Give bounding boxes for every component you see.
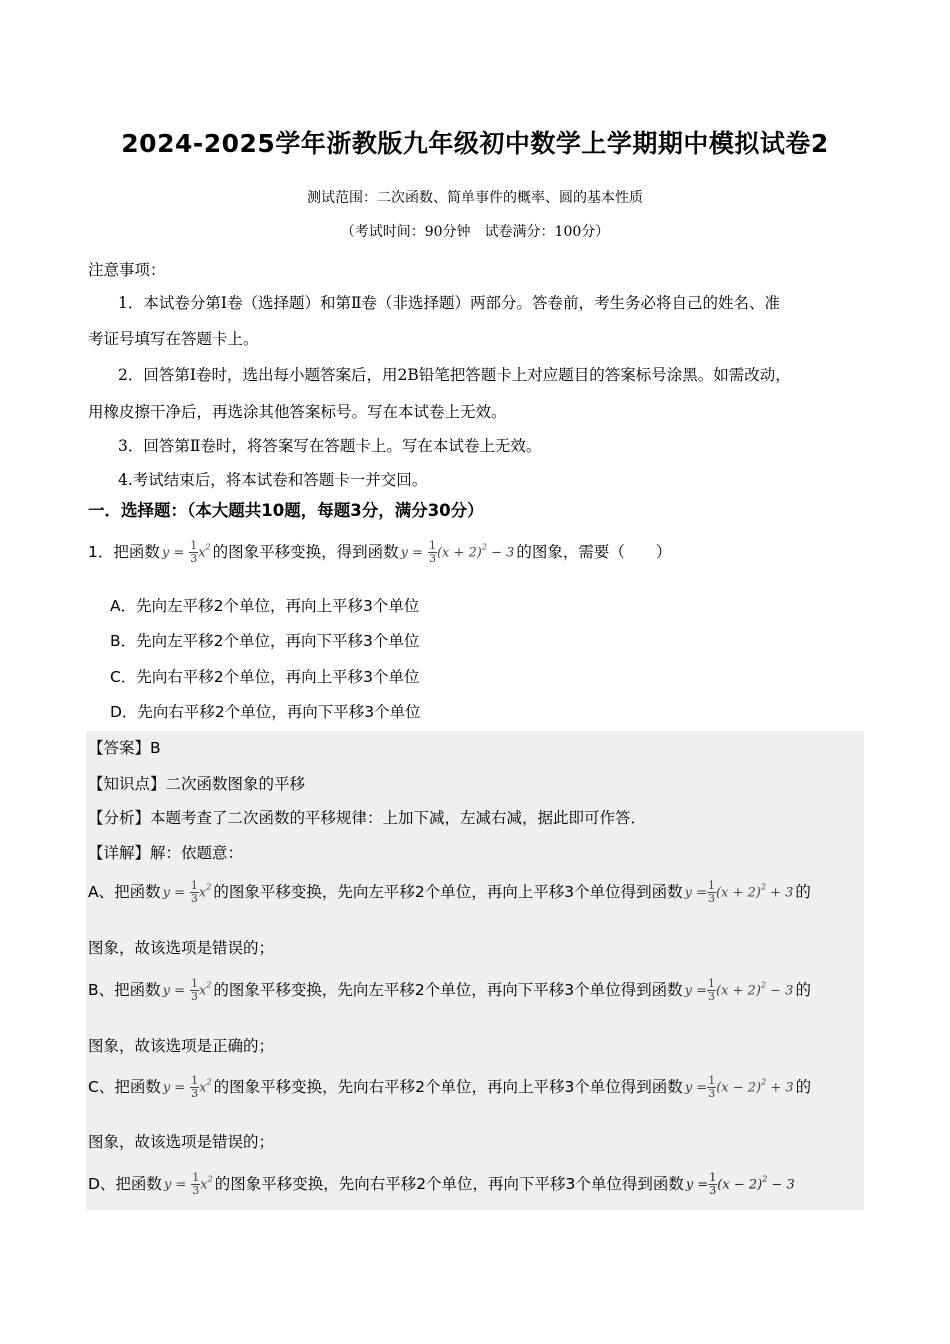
notice-item-1: 1．本试卷分第Ⅰ卷（选择题）和第Ⅱ卷（非选择题）两部分。答卷前，考生务必将自己的姓名、准 bbox=[118, 294, 781, 312]
notice-item-1-cont: 考证号填写在答题卡上。 bbox=[88, 330, 259, 348]
question-1 bbox=[88, 540, 671, 565]
option-b: B．先向左平移2个单位，再向下平移3个单位 bbox=[110, 632, 420, 650]
analysis-line: 【分析】本题考查了二次函数的平移规律：上加下减，左减右减，据此即可作答． bbox=[88, 809, 647, 827]
knowledge-line: 【知识点】二次函数图象的平移 bbox=[88, 775, 306, 793]
q1-suffix: 的图象，需要（ ） bbox=[516, 543, 672, 561]
exam-time-info: （考试时间：90分钟 试卷满分：100分） bbox=[340, 224, 610, 240]
answer-line: 【答案】B bbox=[88, 739, 161, 757]
detail-c: C、把函数 y = $\frac{1}{3}$ $x^2$ 的图象平移变换，先向右平移2个单位，再向上平移3个单位得到函数 y = $\frac{1}{3}$ $(x - 2)^2 + 3$ 的 bbox=[88, 1074, 812, 1100]
detail-b: B、把函数 y = $\frac{1}{3}$ $x^2$ 的图象平移变换，先向左平移2个单位，再向下平移3个单位得到函数 y = $\frac{1}{3}$ $(x + 2)^2 - 3$ 的 bbox=[88, 977, 811, 1003]
detail-a-end: 图象，故该选项是错误的； bbox=[88, 939, 275, 957]
option-a: A．先向左平移2个单位，再向上平移3个单位 bbox=[110, 597, 420, 615]
option-c: C．先向右平移2个单位，再向上平移3个单位 bbox=[110, 668, 420, 686]
notice-item-2: 2．回答第Ⅰ卷时，选出每小题答案后，用2B铅笔把答题卡上对应题目的答案标号涂黑。如需改动， bbox=[118, 366, 791, 384]
detail-c-end: 图象，故该选项是错误的； bbox=[88, 1133, 275, 1151]
q1-prefix: 1．把函数 bbox=[88, 543, 160, 561]
detail-a: A、把函数 y = $\frac{1}{3}$ $x^2$ 的图象平移变换，先向左平移2个单位，再向上平移3个单位得到函数 y = $\frac{1}{3}$ $(x + 2)^2 + 3$ 的 bbox=[88, 879, 811, 905]
notice-item-3: 3．回答第Ⅱ卷时，将答案写在答题卡上。写在本试卷上无效。 bbox=[118, 437, 542, 455]
detail-b-end: 图象，故该选项是正确的； bbox=[88, 1037, 275, 1055]
section-heading: 一．选择题：（本大题共10题，每题3分，满分30分） bbox=[88, 501, 484, 520]
test-scope: 测试范围：二次函数、简单事件的概率、圆的基本性质 bbox=[307, 190, 643, 206]
notice-item-2-cont: 用橡皮擦干净后，再选涂其他答案标号。写在本试卷上无效。 bbox=[88, 403, 507, 421]
exam-title: 2024-2025学年浙教版九年级初中数学上学期期中模拟试卷2 bbox=[121, 129, 829, 158]
formula-target: y = $\frac{1}{3}$ $(x + 2)^2 - 3$ bbox=[400, 539, 515, 565]
detail-d: D、把函数 y = $\frac{1}{3}$ $x^2$ 的图象平移变换，先向右平移2个单位，再向下平移3个单位得到函数 y = $\frac{1}{3}$ $(x - 2)^2 - 3$ bbox=[88, 1171, 795, 1197]
q1-middle: 的图象平移变换，得到函数 bbox=[212, 543, 399, 561]
detail-line: 【详解】解：依题意： bbox=[88, 844, 244, 862]
notice-item-4: 4.考试结束后，将本试卷和答题卡一并交回。 bbox=[118, 471, 428, 489]
formula-base: y = $\frac{1}{3}$ $x^2$ bbox=[161, 539, 211, 565]
option-d: D．先向右平移2个单位，再向下平移3个单位 bbox=[110, 703, 421, 721]
notice-heading: 注意事项： bbox=[88, 261, 166, 279]
